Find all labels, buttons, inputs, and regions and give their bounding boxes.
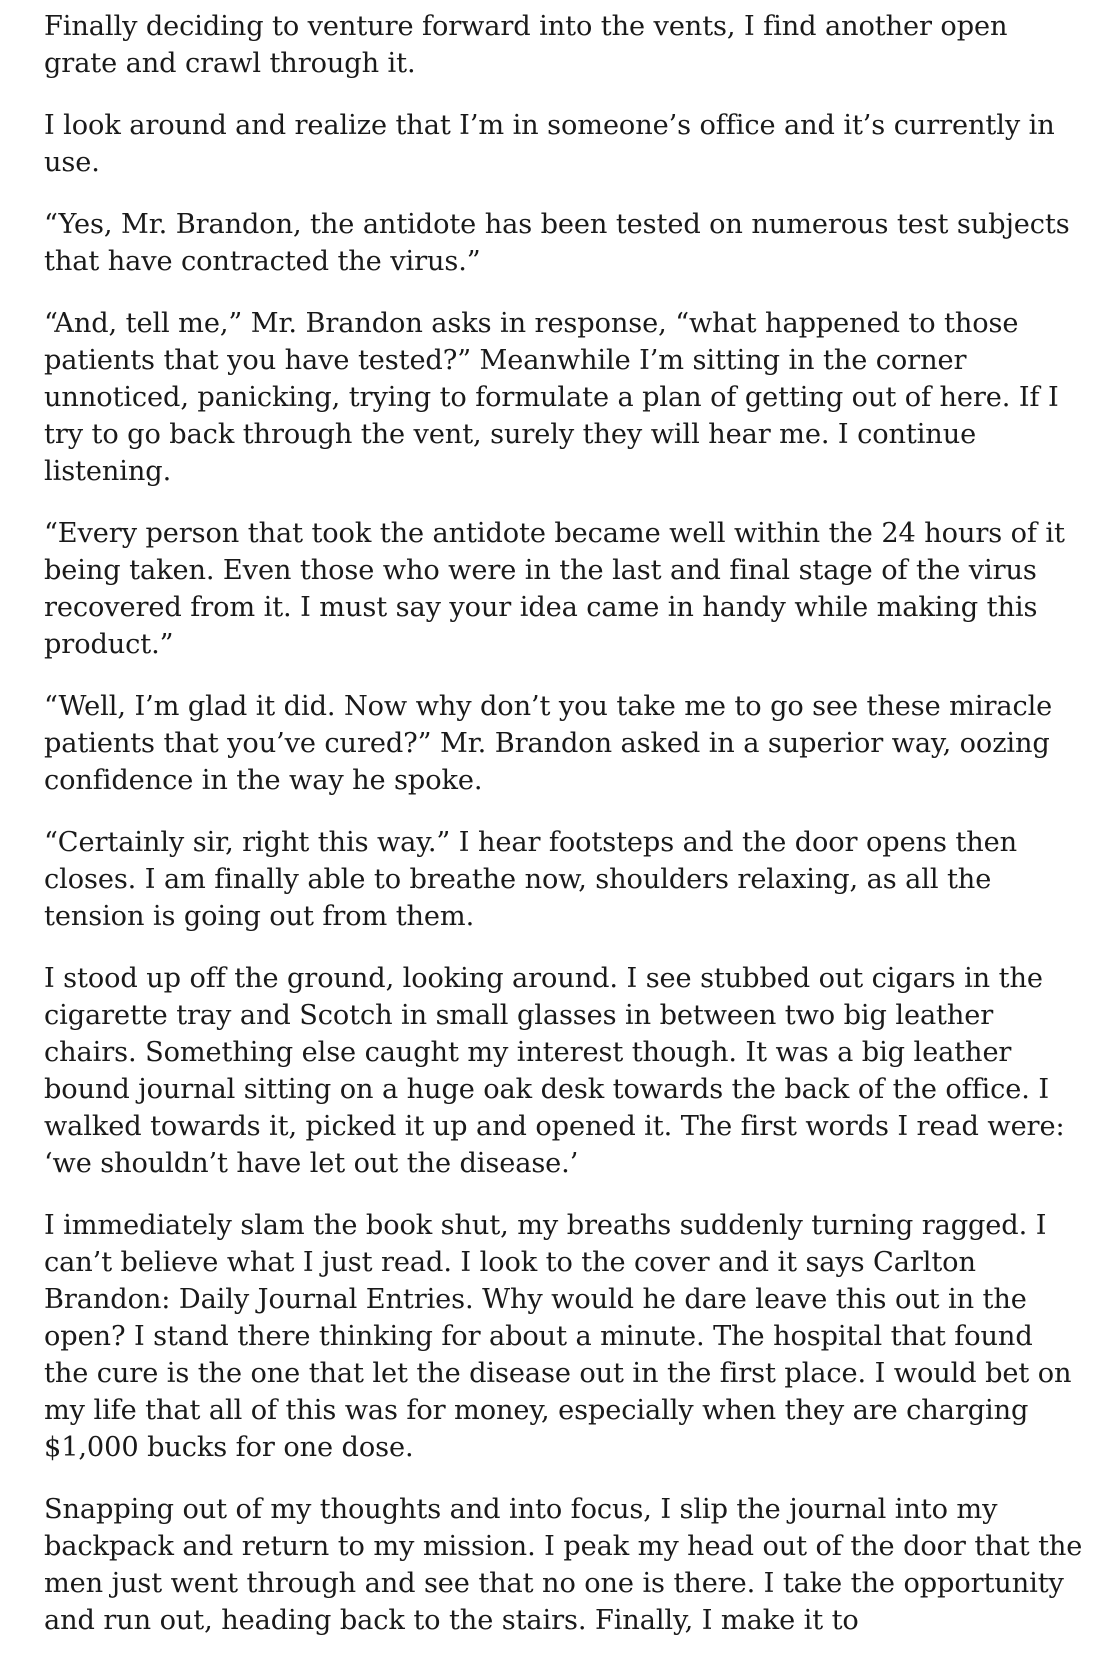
paragraph: I look around and realize that I’m in someone’s office and it’s currently in use. [44,110,1055,178]
paragraph: Finally deciding to venture forward into the vents, I find another open grate and crawl through it. [44,11,1008,79]
paragraph: “Every person that took the antidote became well within the 24 hours of it being taken. Even those who were in the last and final stage of the virus recovered from it. I must say your idea came in handy while making this product.” [44,518,1065,660]
document-page [44,8,1084,1664]
paragraph: Snapping out of my thoughts and into focus, I slip the journal into my backpack and return to my mission. I peak my head out of the door that the men just went through and see that no one is there. I take the opportunity and run out, heading back to the stairs. Finally, I make it to [44,1494,1083,1636]
paragraph: I stood up off the ground, looking around. I see stubbed out cigars in the cigarette tray and Scotch in small glasses in between two big leather chairs. Something else caught my interest though. It was a big leather bound journal sitting on a huge oak desk towards the back of the office. I walked towards it, picked it up and opened it. The first words I read were: ‘we shouldn’t have let out the disease.’ [44,963,1065,1179]
paragraph: I immediately slam the book shut, my breaths suddenly turning ragged. I can’t believe what I just read. I look to the cover and it says Carlton Brandon: Daily Journal Entries. Why would he dare leave this out in the open? I stand there thinking for about a minute. The hospital that found the cure is the one that let the disease out in the first place. I would bet on my life that all of this was for money, especially when they are charging $1,000 bucks for one dose. [44,1210,1072,1463]
paragraph: “And, tell me,” Mr. Brandon asks in response, “what happened to those patients that you have tested?” Meanwhile I’m sitting in the corner unnoticed, panicking, trying to formulate a plan of getting out of here. If I try to go back through the vent, surely they will hear me. I continue listening. [44,308,1059,487]
paragraph: “Certainly sir, right this way.” I hear footsteps and the door opens then closes. I am finally able to breathe now, shoulders relaxing, as all the tension is going out from them. [44,827,1018,932]
paragraph: “Well, I’m glad it did. Now why don’t you take me to go see these miracle patients that you’ve cured?” Mr. Brandon asked in a superior way, oozing confidence in the way he spoke. [44,691,1053,796]
paragraph: “Yes, Mr. Brandon, the antidote has been tested on numerous test subjects that have contracted the virus.” [44,209,1070,277]
